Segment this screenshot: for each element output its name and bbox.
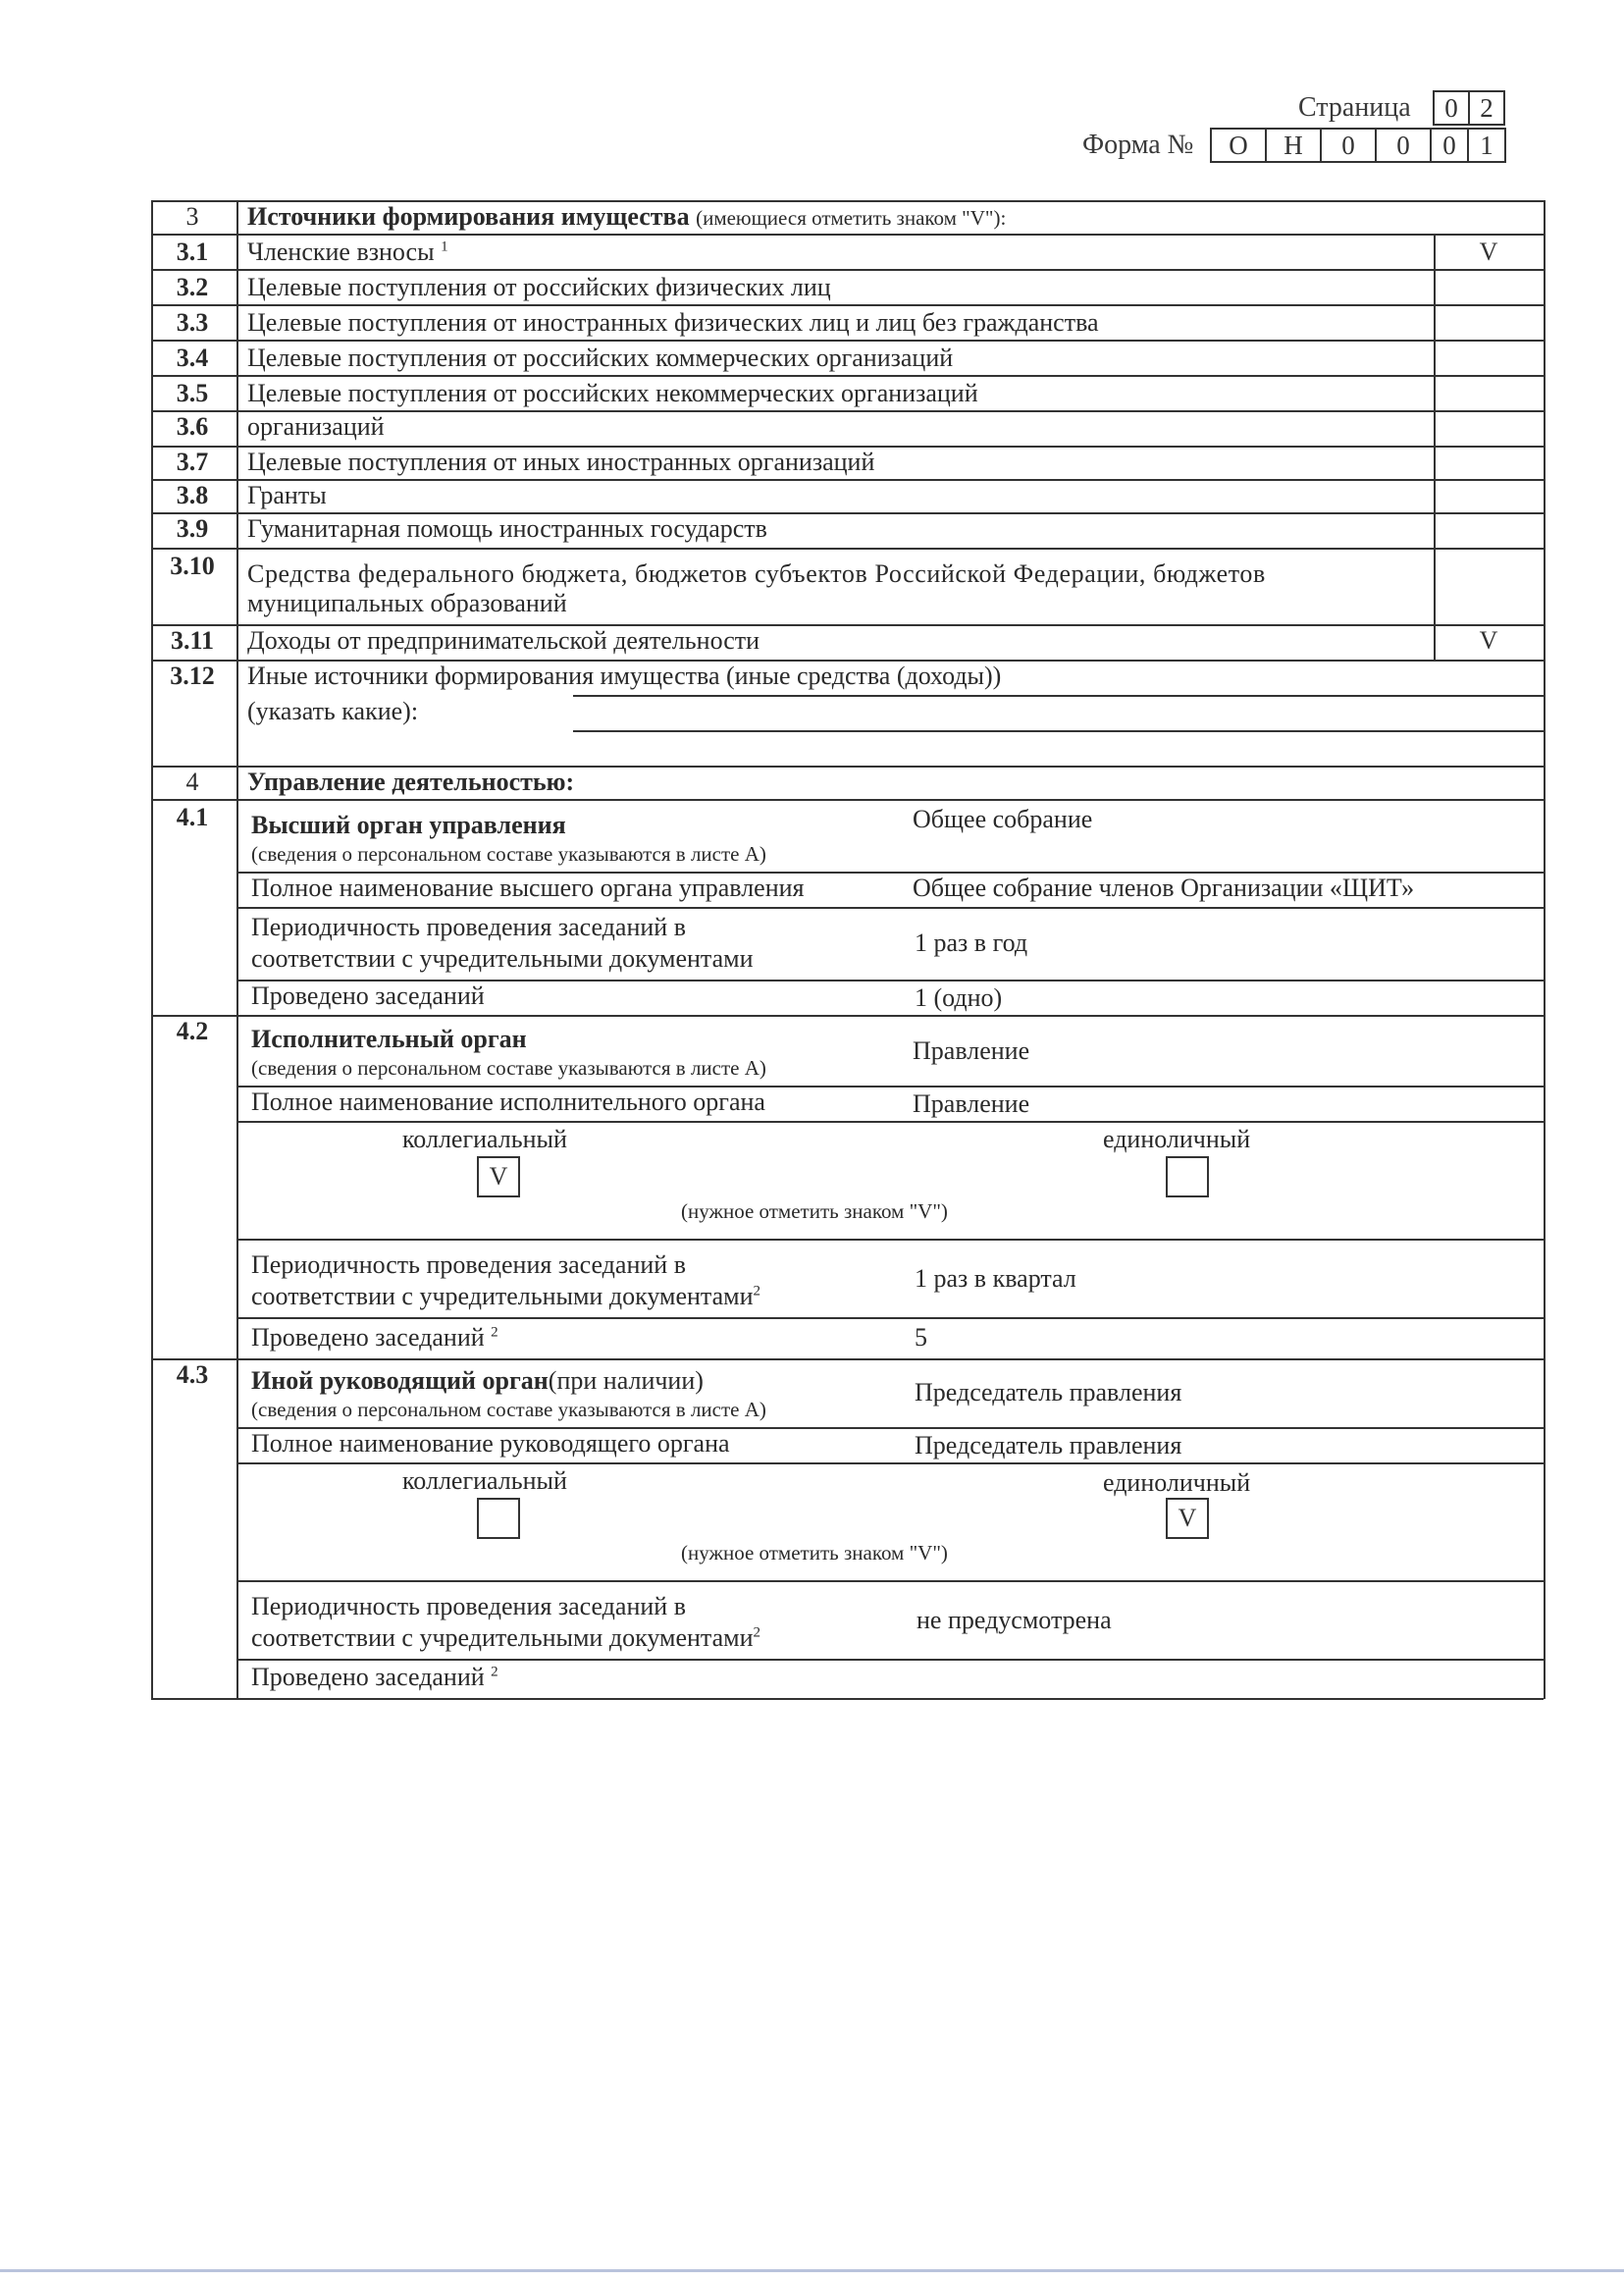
row-label: Иные источники формирования имущества (иные средства (доходы)) — [247, 662, 1002, 690]
collegial-label: коллегиальный — [402, 1466, 567, 1495]
sole-label: единоличный — [1103, 1468, 1251, 1497]
row-label: Гуманитарная помощь иностранных государств — [247, 514, 767, 543]
row-number: 3.4 — [176, 344, 209, 372]
body-note: (сведения о персональном составе указываются в листе А) — [251, 1056, 766, 1080]
body-title-suffix: (при наличии) — [548, 1366, 704, 1395]
section3-number: 3 — [185, 202, 199, 231]
section3-title-line — [247, 202, 1006, 232]
body-note: (сведения о персональном составе указываются в листе А) — [251, 842, 766, 866]
body-note: (сведения о персональном составе указываются в листе А) — [251, 1398, 766, 1421]
form-number-label: Форма № — [1082, 130, 1194, 160]
body-title: Иной руководящий орган — [251, 1366, 549, 1395]
row-number: 3.6 — [176, 412, 209, 441]
held-label: Проведено заседаний — [251, 1663, 485, 1691]
page-digit-2: 2 — [1468, 90, 1505, 126]
full-name-label: Полное наименование высшего органа управления — [251, 874, 805, 902]
period-value: 1 раз в квартал — [915, 1264, 1076, 1293]
held-label-line — [251, 1663, 498, 1692]
section3-title: Источники формирования имущества — [247, 202, 690, 231]
row-label: Целевые поступления от российских коммерческих организаций — [247, 344, 954, 372]
footnote-ref: 2 — [753, 1283, 760, 1300]
row-label: Целевые поступления от иностранных физических лиц и лиц без гражданства — [247, 308, 1099, 337]
period-label-text: соответствии с учредительными документами — [251, 1282, 754, 1310]
full-name-label: Полное наименование руководящего органа — [251, 1429, 730, 1458]
scan-edge-line — [0, 2269, 1624, 2272]
period-label: Периодичность проведения заседаний в — [251, 1592, 686, 1620]
body-value: Правление — [913, 1036, 1030, 1065]
form-cell-1: О — [1210, 128, 1267, 163]
row-label: Целевые поступления от российских физических лиц — [247, 273, 831, 301]
row-number: 3.9 — [176, 514, 209, 543]
period-label: Периодичность проведения заседаний в — [251, 913, 686, 941]
row-text — [247, 238, 448, 267]
form-cell-2: Н — [1265, 128, 1322, 163]
full-name-value: Общее собрание членов Организации «ЩИТ» — [913, 874, 1415, 902]
sole-label: единоличный — [1103, 1125, 1251, 1153]
row-number: 3.11 — [170, 626, 215, 655]
body-title-line — [251, 1366, 704, 1396]
footnote-ref: 2 — [491, 1664, 498, 1680]
body-title: Исполнительный орган — [251, 1025, 527, 1053]
row-number: 3.2 — [176, 273, 209, 301]
row-label-continued: муниципальных образований — [247, 589, 567, 617]
section4-number: 4 — [185, 768, 199, 796]
collegial-label: коллегиальный — [402, 1125, 567, 1153]
period-label-text: соответствии с учредительными документами — [251, 1623, 754, 1652]
held-value: 1 (одно) — [915, 983, 1003, 1012]
footnote-ref: 2 — [491, 1324, 498, 1341]
form-cell-6: 1 — [1467, 128, 1506, 163]
row-label: Средства федерального бюджета, бюджетов субъектов Российской Федерации, бюджетов — [247, 559, 1266, 588]
row-label: Членские взносы — [247, 238, 435, 266]
sole-checkbox[interactable] — [1166, 1156, 1209, 1197]
period-label-continued: соответствии с учредительными документами — [251, 944, 754, 973]
row-number: 3.5 — [176, 379, 209, 407]
section3-title-note: (имеющиеся отметить знаком "V"): — [696, 206, 1007, 230]
period-value: не предусмотрена — [917, 1606, 1112, 1634]
full-name-label: Полное наименование исполнительного органа — [251, 1087, 765, 1116]
row-label-continued: (указать какие): — [247, 697, 419, 725]
period-label-continued — [251, 1623, 760, 1653]
held-label-line — [251, 1323, 498, 1353]
subsection-number: 4.1 — [176, 803, 209, 831]
full-name-value: Правление — [913, 1089, 1030, 1118]
row-number: 3.1 — [176, 238, 209, 266]
body-value: Председатель правления — [915, 1378, 1182, 1406]
held-label: Проведено заседаний — [251, 981, 485, 1010]
row-number: 3.7 — [176, 448, 209, 476]
full-name-value: Председатель правления — [915, 1431, 1182, 1459]
collegial-checkbox[interactable]: V — [477, 1156, 520, 1197]
row-label: Целевые поступления от иных иностранных организаций — [247, 448, 875, 476]
form-cell-5: 0 — [1430, 128, 1469, 163]
form-cell-4: 0 — [1375, 128, 1432, 163]
row-mark: V — [1479, 238, 1498, 266]
period-label: Периодичность проведения заседаний в — [251, 1250, 686, 1279]
row-number: 3.10 — [170, 552, 215, 580]
mark-hint: (нужное отметить знаком "V") — [681, 1199, 948, 1223]
row-number: 3.12 — [170, 662, 215, 690]
period-value: 1 раз в год — [915, 928, 1028, 957]
row-label: Целевые поступления от российских некоммерческих организаций — [247, 379, 978, 407]
body-title: Высший орган управления — [251, 811, 566, 839]
section4-title: Управление деятельностью: — [247, 768, 575, 796]
row-label: Доходы от предпринимательской деятельности — [247, 626, 760, 655]
row-number: 3.3 — [176, 308, 209, 337]
footnote-ref: 2 — [753, 1624, 760, 1641]
period-label-continued — [251, 1282, 760, 1311]
row-label: Гранты — [247, 481, 327, 509]
page-digit-1: 0 — [1433, 90, 1470, 126]
sole-checkbox[interactable]: V — [1166, 1498, 1209, 1539]
row-mark: V — [1479, 626, 1498, 655]
collegial-checkbox[interactable] — [477, 1498, 520, 1539]
subsection-number: 4.3 — [176, 1360, 209, 1389]
held-label: Проведено заседаний — [251, 1323, 485, 1352]
footnote-ref: 1 — [441, 239, 448, 255]
subsection-number: 4.2 — [176, 1017, 209, 1045]
body-value: Общее собрание — [913, 805, 1093, 833]
mark-hint: (нужное отметить знаком "V") — [681, 1541, 948, 1565]
form-cell-3: 0 — [1320, 128, 1377, 163]
held-value: 5 — [915, 1323, 927, 1352]
row-number: 3.8 — [176, 481, 209, 509]
page-label: Страница — [1298, 92, 1411, 123]
row-label: организаций — [247, 412, 385, 441]
